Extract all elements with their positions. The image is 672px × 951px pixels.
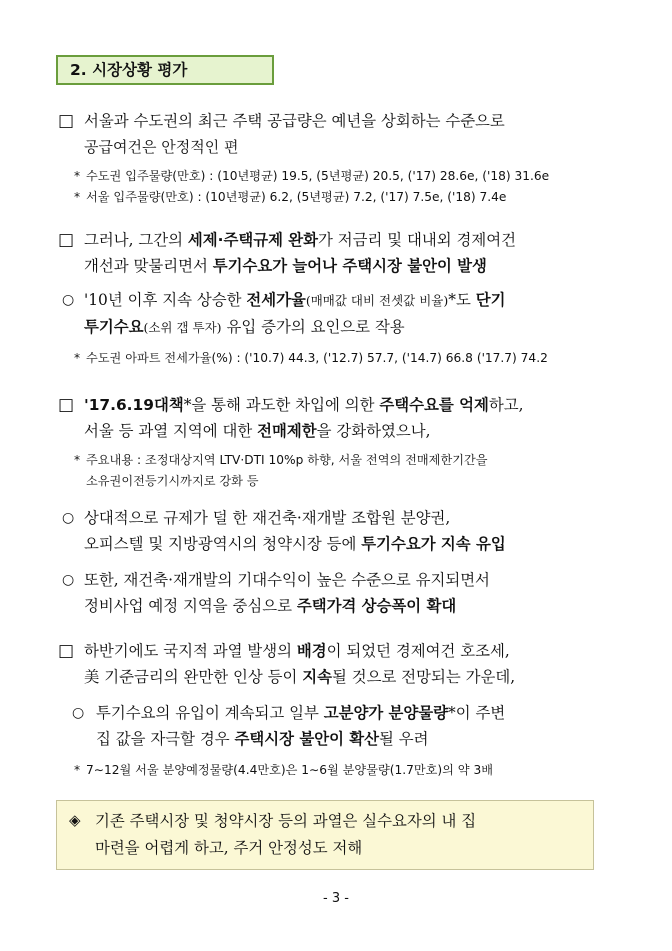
page-number: - 3 - [323, 891, 349, 906]
bullet3-note-line1: * 주요내용 : 조정대상지역 LTV·DTI 10%p 하향, 서울 전역의 전매제한기간을 [74, 453, 488, 467]
bullet4-note: * 7∼12월 서울 분양예정물량(4.4만호)은 1∼6월 분양물량(1.7만호)의 약 3배 [74, 763, 493, 777]
bullet1-note2: * 서울 입주물량(만호) : (10년평균) 6.2, (5년평균) 7.2, ('17) 7.5e, ('18) 7.4e [74, 190, 507, 204]
conclusion-box [56, 800, 594, 870]
circle-bullet-icon: ○ [62, 572, 75, 588]
bullet1-note1: * 수도권 입주물량(만호) : (10년평균) 19.5, (5년평균) 20.5, ('17) 28.6e, ('18) 31.6e [74, 169, 550, 183]
bullet2-text: 그러나, 그간의 세제·주택규제 완화가 저금리 및 대내외 경제여건 개선과 맞물리면서 투기수요가 늘어나 주택시장 불안이 발생 [84, 231, 517, 275]
bullet1-line2: 공급여건은 안정적인 편 [84, 138, 239, 156]
bullet2-sub: '10년 이후 지속 상승한 전세가율(매매값 대비 전셋값 비율)*도 단기 투기수요(소위 갭 투자) 유입 증가의 요인으로 작용 [84, 291, 506, 336]
conclusion-line2: 마련을 어렵게 하고, 주거 안정성도 저해 [95, 839, 363, 857]
diamond-bullet-icon: ◈ [69, 811, 81, 829]
square-bullet-icon: □ [58, 230, 75, 250]
bullet3-note-line2: 소유권이전등기시까지로 강화 등 [86, 474, 259, 488]
bullet4-text: 하반기에도 국지적 과열 발생의 배경이 되었던 경제여건 호조세, 美 기준금리의 완만한 인상 등이 지속될 것으로 전망되는 가운데, [84, 642, 516, 686]
bullet3-sub2: 또한, 재건축·재개발의 기대수익이 높은 수준으로 유지되면서 정비사업 예정 지역을 중심으로 주택가격 상승폭이 확대 [84, 571, 490, 615]
section-title: 2. 시장상황 평가 [56, 55, 274, 85]
square-bullet-icon: □ [58, 641, 75, 661]
circle-bullet-icon: ○ [62, 510, 75, 526]
circle-bullet-icon: ○ [72, 705, 85, 721]
bullet1-line1: 서울과 수도권의 최근 주택 공급량은 예년을 상회하는 수준으로 [84, 112, 505, 130]
bullet1-text [84, 108, 505, 160]
conclusion-text [95, 808, 590, 862]
bullet2-note: * 수도권 아파트 전세가율(%) : ('10.7) 44.3, ('12.7) 57.7, ('14.7) 66.8 ('17.7) 74.2 [74, 351, 548, 365]
bullet3-sub1: 상대적으로 규제가 덜 한 재건축·재개발 조합원 분양권, 오피스텔 및 지방광역시의 청약시장 등에 투기수요가 지속 유입 [84, 509, 506, 553]
square-bullet-icon: □ [58, 111, 75, 131]
square-bullet-icon: □ [58, 395, 75, 415]
bullet4-sub: 투기수요의 유입이 계속되고 일부 고분양가 분양물량*이 주변 집 값을 자극할 경우 주택시장 불안이 확산될 우려 [96, 704, 506, 748]
conclusion-line1: 기존 주택시장 및 청약시장 등의 과열은 실수요자의 내 집 [95, 812, 477, 830]
bullet3-text: '17.6.19대책*을 통해 과도한 차입에 의한 주택수요를 억제하고, 서울 등 과열 지역에 대한 전매제한을 강화하였으나, [84, 396, 524, 440]
circle-bullet-icon: ○ [62, 292, 75, 308]
